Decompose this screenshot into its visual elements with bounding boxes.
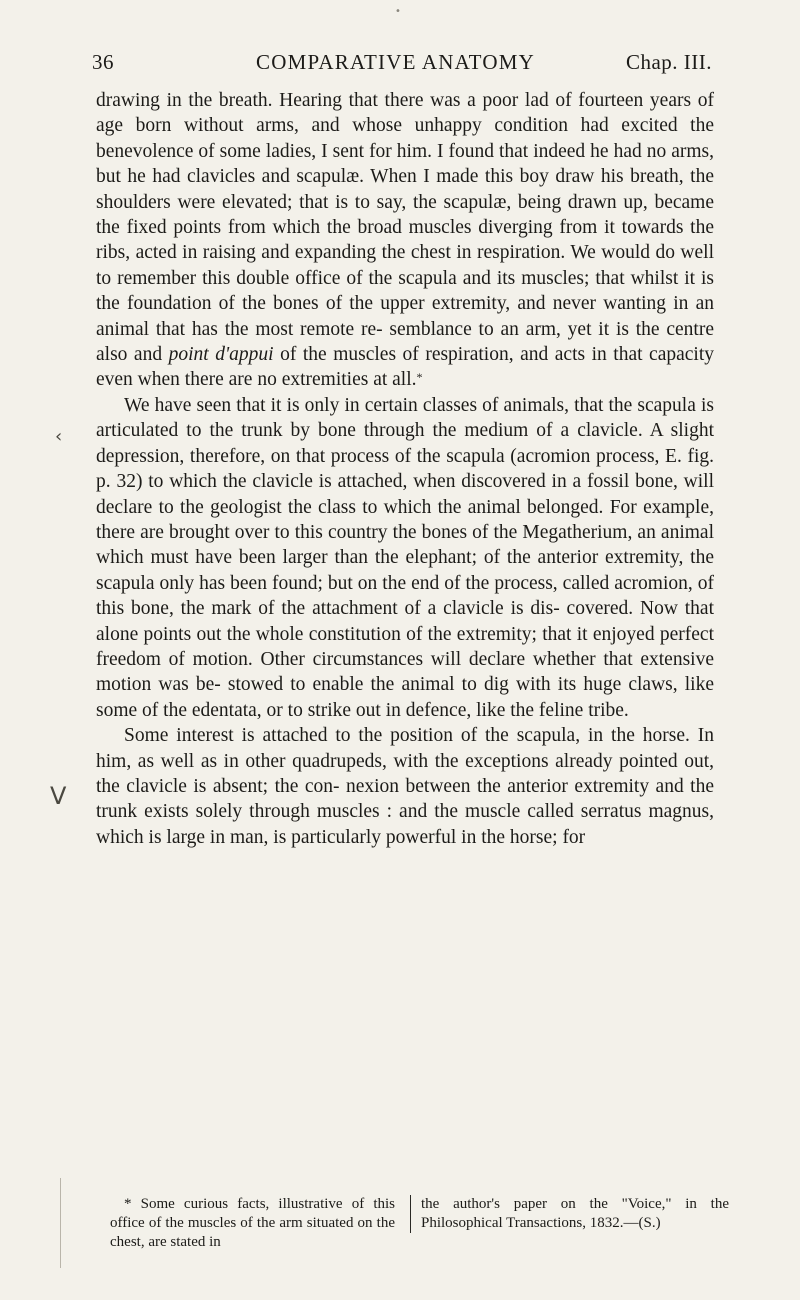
margin-pencil-mark: ‹ — [55, 426, 63, 447]
paragraph-1 — [96, 88, 714, 393]
top-margin-mark: • — [395, 6, 401, 17]
running-header — [92, 50, 712, 80]
chapter-label: Chap. III. — [625, 50, 712, 74]
margin-check-mark: V — [50, 782, 67, 810]
margin-rule — [60, 1178, 61, 1268]
italic-phrase: point d'appui — [168, 344, 274, 366]
paragraph-3: Some interest is attached to the position of the scapula, in the horse. In him, as well as in other quadrupeds, with the exceptions already pointed out, the clavicle is absent; the con- nexion between the anterior extremity and the trunk exists solely through muscles : and the muscle called serratus magnus, which is large in man, is particularly powerful in the horse; for — [96, 725, 714, 848]
footnote-right-column: the author's paper on the "Voice," in the Philosophical Transactions, 1832.—(S.) — [410, 1195, 729, 1233]
paragraph-1-text-end: of the muscles of respiration, and acts in that capacity even when there are no extremities at all. — [96, 344, 715, 391]
footnote-left-column: * Some curious facts, illustrative of this office of the muscles of the arm situated on the chest, are stated in — [110, 1196, 395, 1250]
running-title: COMPARATIVE ANATOMY — [256, 50, 535, 74]
footnote-reference[interactable]: * — [416, 370, 423, 385]
page-number: 36 — [92, 50, 114, 74]
paragraph-1-text: drawing in the breath. Hearing that there was a poor lad of fourteen years of age born without arms, and whose unhappy condition had excited the benevolence of some ladies, I sent for him. I found that indeed he had no arms, but he had clavicles and scapulæ. When I made this boy draw his breath, the shoulders were elevated; that is to say, the scapulæ, being drawn up, became the fixed points from which the broad muscles diverging from it towards the ribs, acted in raising and expanding the chest in respiration. We would do well to remember this double office of the scapula and its muscles; that whilst it is the foundation of the bones of the upper extremity, and never wanting in an animal that has the most remote re- semblance to an arm, yet it is the centre also and — [96, 90, 714, 366]
body-text — [96, 88, 714, 850]
paragraph-2: We have seen that it is only in certain classes of animals, that the scapula is articulated to the trunk by bone through the medium of a clavicle. A slight depression, therefore, on that process of the scapula (acromion process, E. fig. p. 32) to which the clavicle is attached, when discovered in a fossil bone, will declare to the geologist the class to which the animal belonged. For example, there are brought over to this country the bones of the Megatherium, an animal which must have been larger than the elephant; of the anterior extremity, the scapula only has been found; but on the end of the process, called acromion, of this bone, the mark of the attachment of a clavicle is dis- covered. Now that alone points out the whole constitution of the extremity; that it enjoyed perfect freedom of motion. Other circumstances will declare whether that extensive motion was be- stowed to enable the animal to dig with its huge claws, like some of the edentata, or to strike out in defence, like the feline tribe. — [96, 394, 714, 721]
